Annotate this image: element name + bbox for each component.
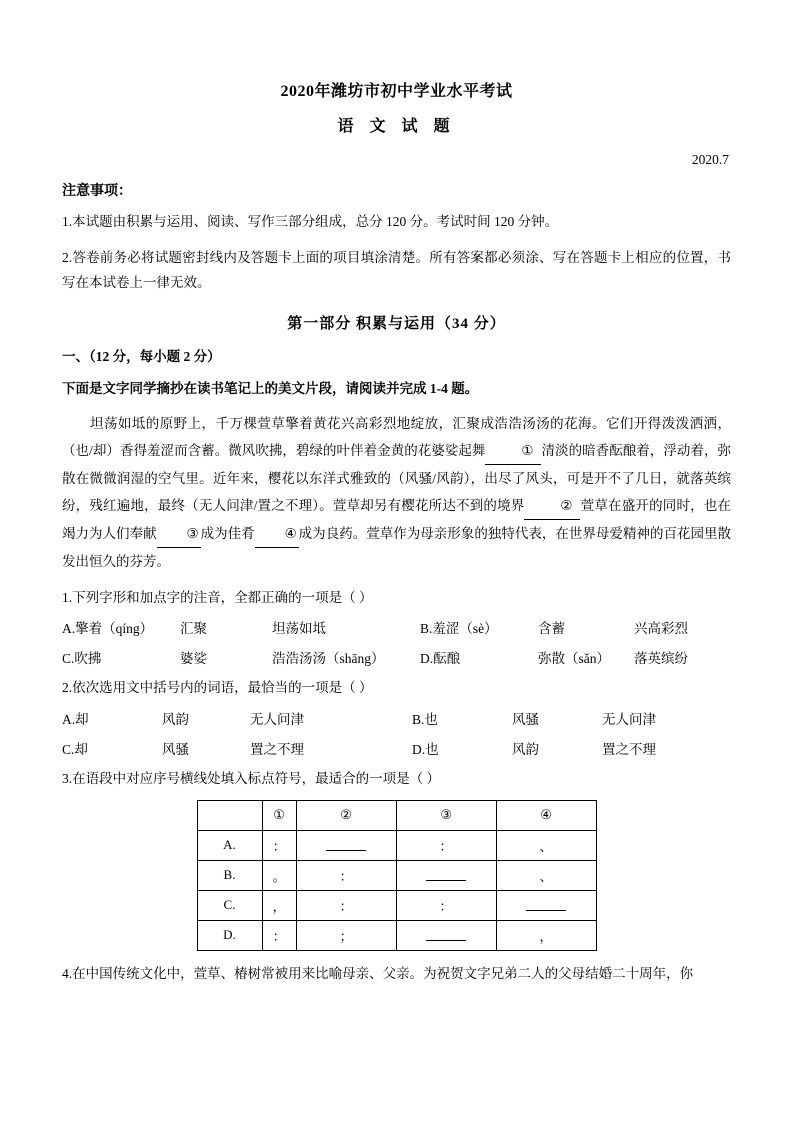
option-1b-2: 含蓄 bbox=[538, 621, 565, 637]
reading-passage bbox=[62, 410, 731, 575]
notice-item-1: 1.本试题由积累与运用、阅读、写作三部分组成，总分 120 分。考试时间 120 分钟。 bbox=[62, 214, 559, 229]
option-1a-2: 汇聚 bbox=[180, 621, 207, 637]
page-title: 2020年潍坊市初中学业水平考试 bbox=[280, 83, 513, 100]
table-row[interactable] bbox=[197, 920, 596, 950]
cell-d-4: ， bbox=[496, 920, 596, 950]
option-2c-3: 置之不理 bbox=[250, 741, 304, 757]
header-col-1: ① bbox=[262, 800, 296, 830]
cell-b-4: 、 bbox=[496, 860, 596, 890]
question-3-stem: 3.在语段中对应序号横线处填入标点符号，最适合的一项是（ ） bbox=[62, 771, 440, 787]
option-1d-3: 落英缤纷 bbox=[634, 650, 688, 666]
option-2d-2: 风韵 bbox=[512, 741, 539, 757]
option-1c-3: 浩浩汤汤（shāng） bbox=[272, 650, 385, 666]
cell-d-1: ： bbox=[262, 920, 296, 950]
cell-c-3: ： bbox=[396, 890, 496, 920]
cell-a-1: ： bbox=[262, 830, 296, 860]
table-row[interactable] bbox=[197, 860, 596, 890]
question-1-stem: 1.下列字形和加点字的注音，全都正确的一项是（ ） bbox=[62, 589, 373, 605]
option-2d[interactable]: D.也 bbox=[412, 741, 439, 757]
option-1d-2: 弥散（sǎn） bbox=[538, 650, 610, 666]
blank-3: ③ bbox=[157, 520, 201, 548]
row-label-d: D. bbox=[197, 920, 262, 950]
option-2b[interactable]: B.也 bbox=[412, 712, 438, 728]
option-1b-3: 兴高彩烈 bbox=[634, 621, 688, 637]
option-1b[interactable]: B.羞涩（sè） bbox=[420, 621, 498, 637]
option-2a-3: 无人问津 bbox=[250, 712, 304, 728]
question-1-options-row-2 bbox=[62, 646, 731, 672]
passage-part-1: 坦荡如坻的原野上，千万棵萱草擎着黄花兴高彩烈地绽放，汇聚成浩浩汤汤的花海。它们开得泼泼洒洒，（也/却）香得羞涩而含蓄。微风吹拂，碧绿的叶伴着金黄的花婆娑起舞 bbox=[62, 415, 731, 458]
cell-a-3: ： bbox=[396, 830, 496, 860]
cell-d-3 bbox=[396, 920, 496, 950]
notice-item-2: 2.答卷前务必将试题密封线内及答题卡上面的项目填涂清楚。所有答案都必须涂、写在答题卡上相应的位置，书写在本试卷上一律无效。 bbox=[62, 249, 731, 290]
passage-part-4: 成为佳肴 bbox=[200, 525, 255, 541]
option-2b-2: 风骚 bbox=[512, 712, 539, 728]
header-col-4: ④ bbox=[496, 800, 596, 830]
passage-part-5: 成为良药。萱草作为母亲形象的独特代表，在世界母爱精神的百花园里散发出恒久的芬芳。 bbox=[62, 525, 732, 569]
cell-b-2: ： bbox=[296, 860, 396, 890]
notice-title: 注意事项： bbox=[62, 184, 132, 199]
question-1-options-row-1 bbox=[62, 616, 731, 642]
row-label-a: A. bbox=[197, 830, 262, 860]
option-1a-3: 坦荡如坻 bbox=[272, 621, 326, 637]
table-row[interactable] bbox=[197, 890, 596, 920]
option-2b-3: 无人问津 bbox=[602, 712, 656, 728]
cell-b-1: 。 bbox=[262, 860, 296, 890]
table-header-row bbox=[197, 800, 596, 830]
blank-4: ④ bbox=[255, 520, 299, 548]
cell-a-2 bbox=[296, 830, 396, 860]
passage-part-2: 清淡的暗香酝酿着，浮动着，弥散在微微润湿的空气里。近年来，樱花以东洋式雅致的（风骚/风韵），出尽了风头，可是开不了几日，就落英缤纷，残红遍地，最终（无人问津/置之不理）。萱草却另有樱花所达不到的境界 bbox=[62, 442, 732, 513]
exam-date: 2020.7 bbox=[691, 152, 729, 167]
passage-intro: 下面是文字同学摘抄在读书笔记上的美文片段，请阅读并完成 1-4 题。 bbox=[62, 381, 479, 397]
cell-d-2: ； bbox=[296, 920, 396, 950]
part-one-heading: 第一部分 积累与运用（34 分） bbox=[287, 315, 506, 332]
option-2d-3: 置之不理 bbox=[602, 741, 656, 757]
question-2-stem: 2.依次选用文中括号内的词语，最恰当的一项是（ ） bbox=[62, 680, 373, 696]
option-1c-2: 婆娑 bbox=[180, 650, 207, 666]
option-2c-2: 风骚 bbox=[162, 741, 189, 757]
option-1c[interactable]: C.吹拂 bbox=[62, 650, 102, 666]
question-2-options-row-1 bbox=[62, 707, 731, 733]
option-2a[interactable]: A.却 bbox=[62, 712, 89, 728]
cell-c-4 bbox=[496, 890, 596, 920]
cell-b-3 bbox=[396, 860, 496, 890]
row-label-c: C. bbox=[197, 890, 262, 920]
cell-c-1: ， bbox=[262, 890, 296, 920]
header-col-3: ③ bbox=[396, 800, 496, 830]
punctuation-choice-table bbox=[197, 800, 597, 951]
option-1a[interactable]: A.擎着（qíng） bbox=[62, 621, 154, 637]
option-2c[interactable]: C.却 bbox=[62, 741, 88, 757]
header-col-2: ② bbox=[296, 800, 396, 830]
question-2-options-row-2 bbox=[62, 737, 731, 763]
group-label: 一、（12 分，每小题 2 分） bbox=[62, 348, 221, 364]
option-2a-2: 风韵 bbox=[162, 712, 189, 728]
cell-c-2: ： bbox=[296, 890, 396, 920]
blank-1: ① bbox=[485, 437, 541, 465]
cell-a-4: 、 bbox=[496, 830, 596, 860]
option-1d[interactable]: D.酝酿 bbox=[420, 650, 461, 666]
row-label-b: B. bbox=[197, 860, 262, 890]
question-4-stem: 4.在中国传统文化中，萱草、椿树常被用来比喻母亲、父亲。为祝贺文字兄弟二人的父母结婚二十周年，你 bbox=[62, 965, 694, 981]
passage-part-3: 萱草在盛开的同时，也在竭力为人们奉献 bbox=[62, 497, 732, 541]
header-blank bbox=[197, 800, 262, 830]
table-row[interactable] bbox=[197, 830, 596, 860]
subject-title: 语 文 试 题 bbox=[337, 118, 456, 135]
blank-2: ② bbox=[524, 492, 580, 520]
